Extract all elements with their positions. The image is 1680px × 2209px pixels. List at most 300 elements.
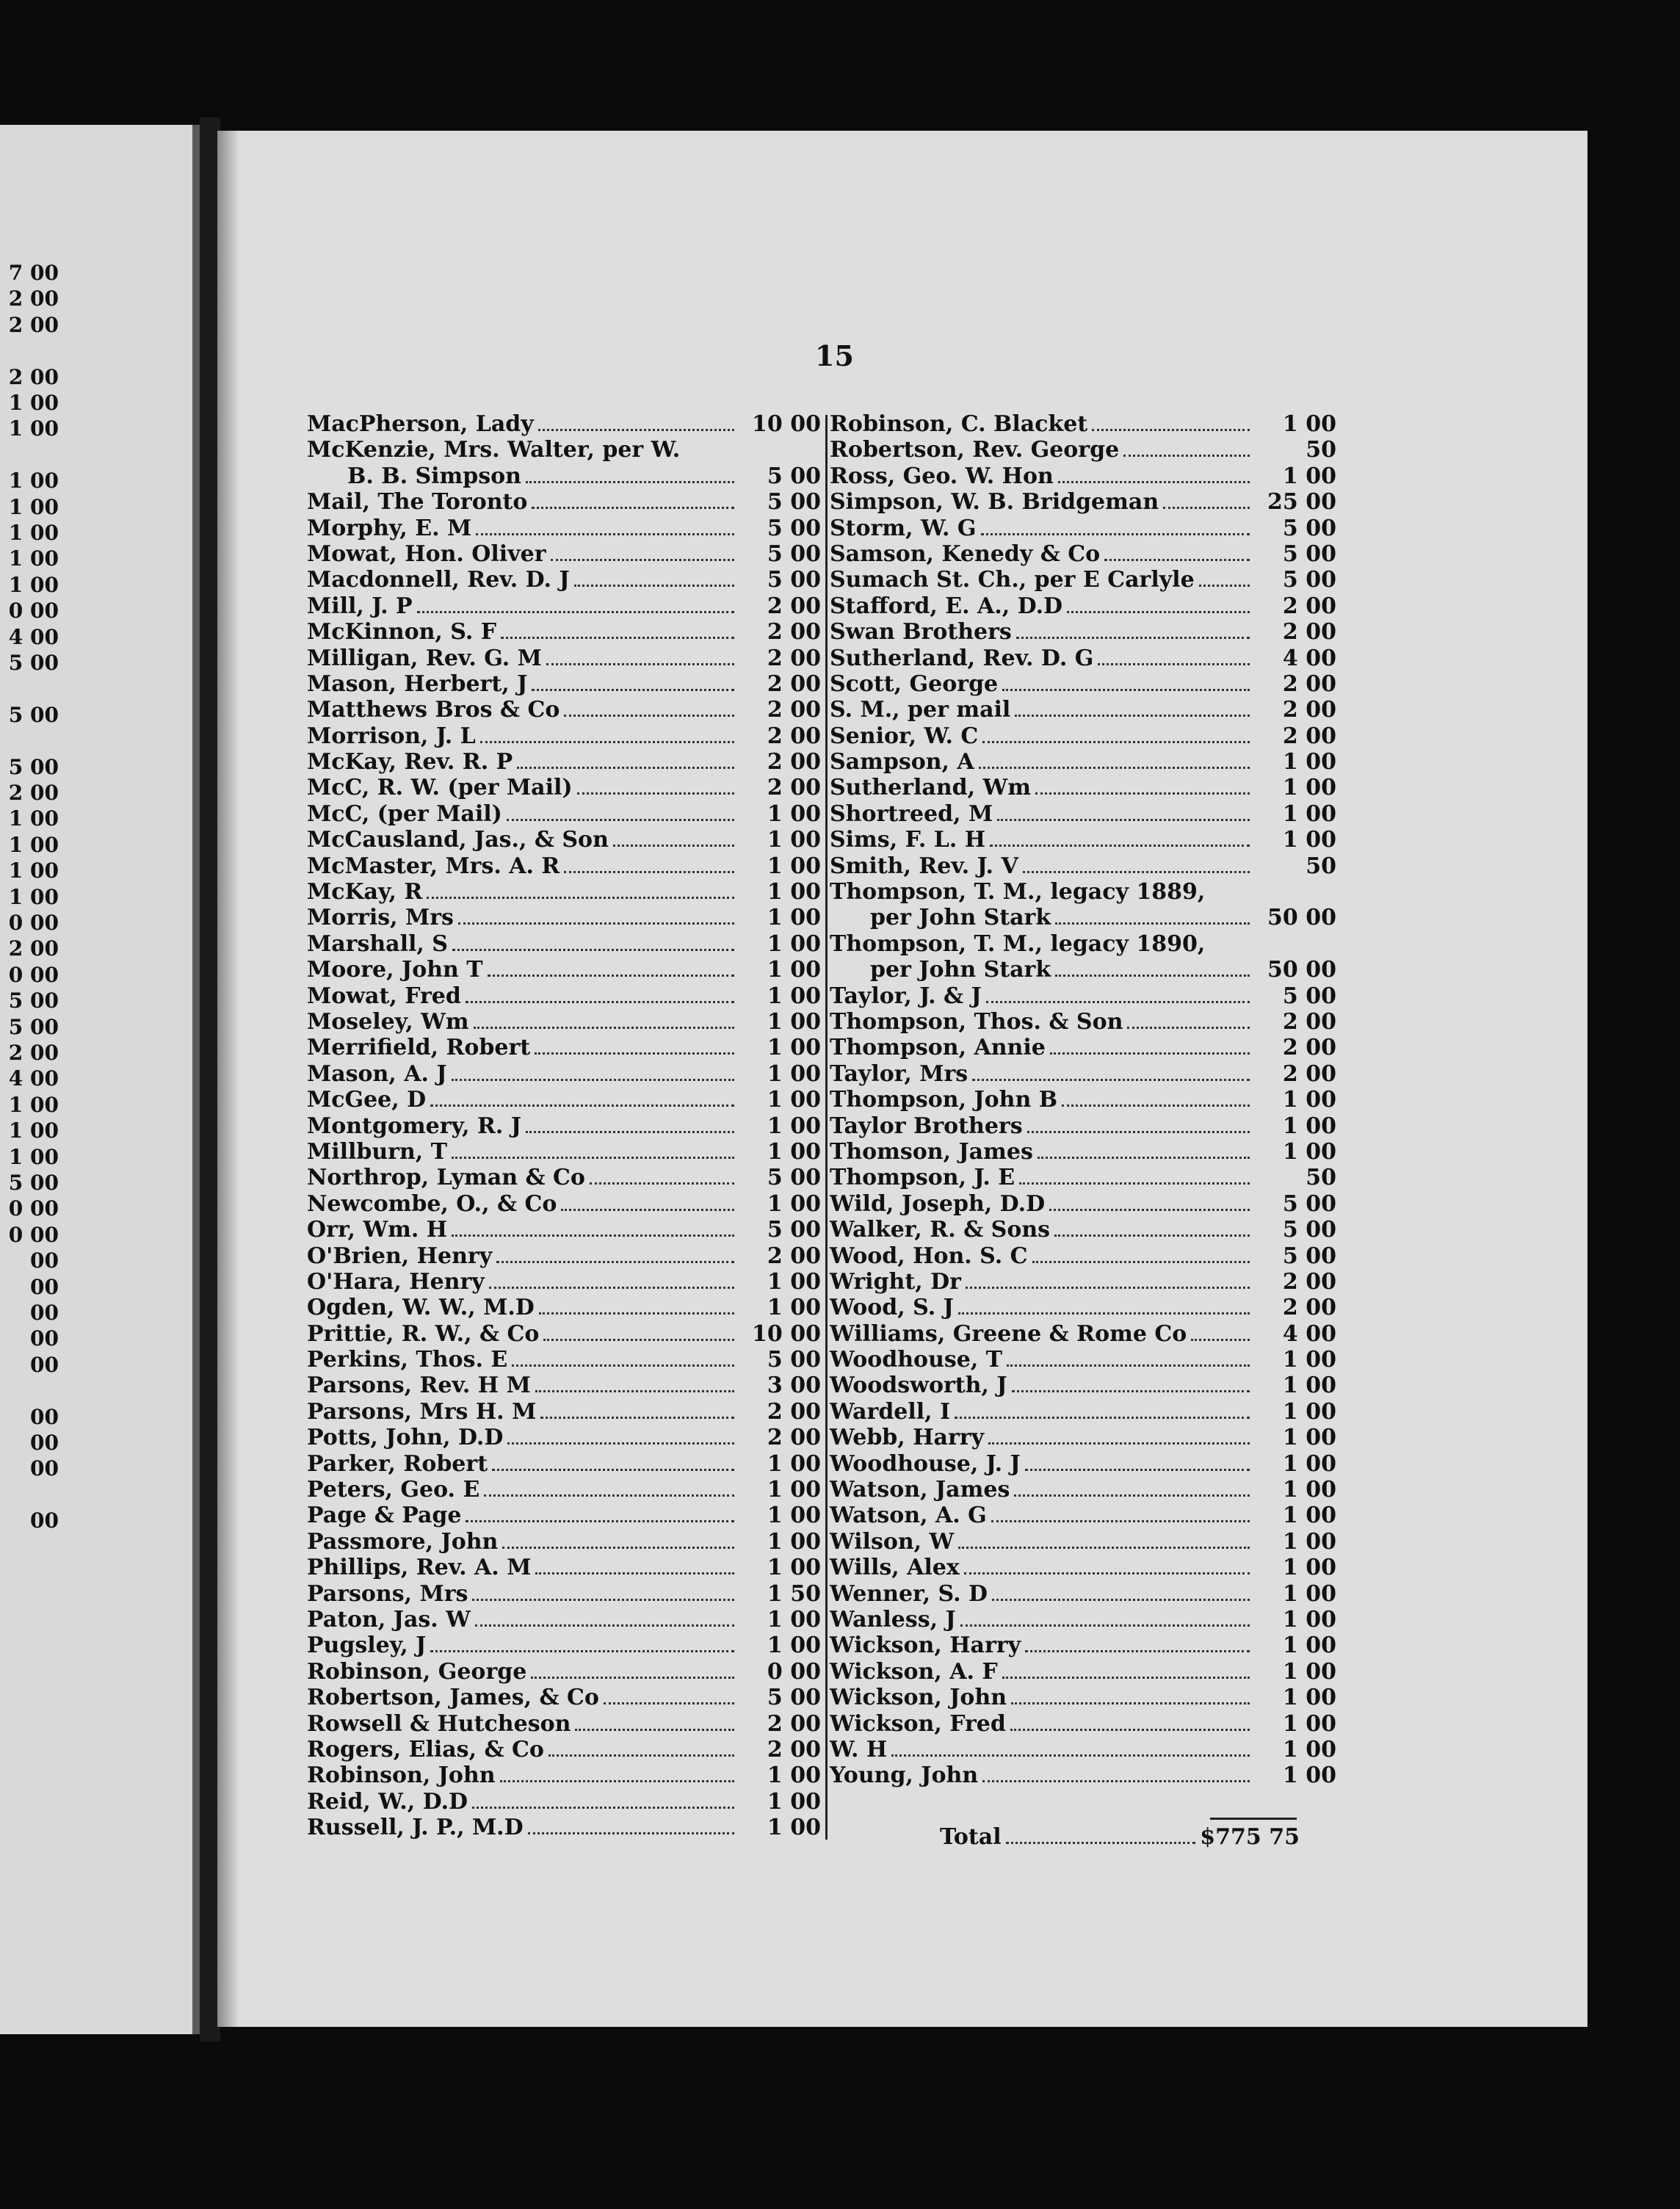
entry-amount: 5 00	[767, 567, 821, 593]
entry-name: Storm, W. G	[830, 515, 977, 541]
list-entry	[307, 1295, 821, 1320]
entry-name: Northrop, Lyman & Co	[307, 1165, 585, 1191]
leader-dots	[1002, 689, 1250, 691]
left-page-amount-fragment: 0 00	[8, 911, 59, 935]
entry-name: McKay, R	[307, 879, 423, 905]
entry-amount: 5 00	[1282, 1243, 1336, 1269]
entry-amount: 5 00	[1282, 983, 1336, 1009]
list-entry	[307, 1087, 821, 1113]
entry-amount: 2 00	[767, 619, 821, 646]
list-entry	[307, 1321, 821, 1347]
leader-dots	[1035, 792, 1250, 795]
entry-name: McGee, D	[307, 1087, 427, 1113]
entry-name: McMaster, Mrs. A. R	[307, 853, 560, 879]
entry-amount: 1 00	[1282, 1528, 1336, 1555]
leader-dots	[966, 1287, 1250, 1289]
entry-name: Robertson, Rev. George	[830, 437, 1120, 463]
entry-name: Parsons, Mrs	[307, 1580, 468, 1607]
leader-dots	[517, 767, 734, 769]
left-page-amount-fragment: 5 00	[8, 988, 59, 1013]
leader-dots	[997, 819, 1250, 821]
entry-name: Morphy, E. M	[307, 515, 472, 541]
leader-dots	[960, 1624, 1250, 1627]
list-entry	[307, 1555, 821, 1580]
leader-dots	[1038, 1157, 1250, 1159]
entry-name: McC, R. W. (per Mail)	[307, 775, 573, 801]
entry-amount: 5 00	[1282, 1190, 1336, 1217]
leader-dots	[1067, 611, 1250, 613]
entry-amount: 5 00	[767, 463, 821, 489]
list-entry	[307, 671, 821, 697]
list-entry	[307, 879, 821, 905]
entry-name: Thomson, James	[830, 1138, 1033, 1165]
entry-name: McKinnon, S. F	[307, 619, 497, 646]
left-page-amount-fragment: 00	[30, 1326, 59, 1351]
leader-dots	[430, 1650, 734, 1652]
list-entry	[307, 1113, 821, 1139]
entry-amount: 2 00	[767, 593, 821, 619]
left-page-amount-fragment: 1 00	[8, 1144, 59, 1169]
entry-amount: 1 00	[1282, 411, 1336, 437]
entry-amount: 2 00	[1282, 593, 1336, 619]
leader-dots	[561, 1209, 734, 1211]
list-entry	[830, 1217, 1336, 1243]
leader-dots	[507, 819, 734, 821]
entry-name: Mail, The Toronto	[307, 489, 528, 516]
list-entry	[307, 697, 821, 723]
left-page-amount-fragment: 1 00	[8, 1092, 59, 1117]
list-entry	[830, 957, 1336, 983]
total-line	[940, 1824, 1300, 1850]
left-page-amount-fragment: 5 00	[8, 1171, 59, 1195]
leader-dots	[492, 1469, 734, 1471]
leader-dots	[475, 1624, 734, 1627]
leader-dots	[458, 922, 734, 925]
entry-name: Mason, A. J	[307, 1060, 447, 1087]
leader-dots	[982, 1780, 1250, 1782]
entry-name: Sampson, A	[830, 749, 974, 776]
list-entry	[307, 1815, 821, 1840]
list-entry	[307, 1191, 821, 1217]
left-page-amount-fragment: 4 00	[8, 624, 59, 649]
entry-amount: 2 00	[1282, 1295, 1336, 1321]
entry-name: Robinson, C. Blacket	[830, 411, 1088, 437]
entry-name: B. B. Simpson	[347, 463, 521, 489]
list-entry	[307, 905, 821, 930]
entry-name: Walker, R. & Sons	[830, 1217, 1051, 1243]
list-entry	[830, 1529, 1336, 1555]
leader-dots	[1123, 455, 1250, 457]
list-entry	[307, 931, 821, 957]
entry-amount: 1 00	[1282, 1347, 1336, 1373]
entry-name: Webb, Harry	[830, 1425, 984, 1451]
entry-amount: 1 00	[767, 879, 821, 905]
leader-dots	[452, 949, 734, 951]
entry-amount: 2 00	[767, 1736, 821, 1762]
leader-dots	[891, 1754, 1250, 1757]
list-entry	[307, 1737, 821, 1762]
leader-dots	[991, 1520, 1250, 1522]
entry-name: Scott, George	[830, 670, 999, 697]
list-entry	[830, 1139, 1336, 1165]
list-entry	[307, 567, 821, 593]
entry-name: Newcombe, O., & Co	[307, 1190, 557, 1217]
entry-amount: 0 00	[767, 1658, 821, 1685]
entry-name: Robinson, John	[307, 1762, 496, 1789]
list-entry	[830, 516, 1336, 541]
page-shadow	[217, 131, 239, 2027]
list-entry	[830, 905, 1336, 930]
entry-amount: 2 00	[767, 670, 821, 697]
leader-dots	[564, 871, 734, 873]
column-divider	[825, 415, 828, 1840]
leader-dots	[489, 1287, 734, 1289]
list-entry	[830, 1087, 1336, 1113]
entry-amount: 1 00	[1282, 775, 1336, 801]
leader-dots	[535, 1390, 734, 1392]
list-entry	[307, 1789, 821, 1815]
entry-name: Taylor, Mrs	[830, 1060, 968, 1087]
list-entry	[830, 1711, 1336, 1737]
leader-dots	[539, 1312, 734, 1315]
left-page-amount-fragment: 5 00	[8, 754, 59, 779]
entry-amount: 5 00	[1282, 567, 1336, 593]
list-entry	[830, 1555, 1336, 1580]
total-rule	[1210, 1818, 1297, 1820]
leader-dots	[1098, 663, 1250, 665]
entry-amount: 1 00	[1282, 1580, 1336, 1607]
entry-amount: 1 00	[1282, 1477, 1336, 1503]
entry-name: Sumach St. Ch., per E Carlyle	[830, 567, 1195, 593]
left-page-amount-fragment: 5 00	[8, 1014, 59, 1039]
list-entry	[830, 879, 1336, 905]
entry-name: Rogers, Elias, & Co	[307, 1736, 544, 1762]
leader-dots	[551, 559, 734, 561]
list-entry	[307, 1659, 821, 1685]
entry-amount: 5 00	[767, 1165, 821, 1191]
left-page-amount-fragment: 1 00	[8, 469, 59, 494]
list-entry	[830, 1477, 1336, 1503]
entry-amount: 5 00	[767, 515, 821, 541]
left-page-amount-fragment: 00	[30, 1248, 59, 1273]
entry-name: Wickson, A. F	[830, 1658, 998, 1685]
entry-name: Parsons, Rev. H M	[307, 1373, 531, 1399]
entry-name: Moseley, Wm	[307, 1008, 469, 1035]
list-entry	[830, 983, 1336, 1009]
entry-name: Wanless, J	[830, 1606, 956, 1633]
list-entry	[830, 1243, 1336, 1269]
left-page-amount-fragment: 1 00	[8, 572, 59, 597]
entry-amount: 2 00	[767, 1710, 821, 1737]
list-entry	[307, 516, 821, 541]
entry-amount: 1 00	[1282, 1373, 1336, 1399]
leader-dots	[590, 1182, 734, 1185]
entry-name: McKenzie, Mrs. Walter, per W.	[307, 437, 681, 463]
leader-dots	[466, 1520, 734, 1522]
list-entry	[830, 541, 1336, 567]
entry-name: Potts, John, D.D	[307, 1425, 504, 1451]
entry-name: Watson, James	[830, 1477, 1010, 1503]
list-entry	[307, 1217, 821, 1243]
list-entry	[830, 1373, 1336, 1398]
total-label: Total	[940, 1824, 1002, 1850]
entry-amount: 1 00	[767, 1555, 821, 1581]
leader-dots	[1049, 1209, 1250, 1211]
leader-dots	[532, 689, 734, 691]
entry-amount: 1 00	[767, 1633, 821, 1659]
entry-name: Moore, John T	[307, 957, 483, 983]
entry-amount: 10 00	[752, 411, 821, 437]
entry-name: Page & Page	[307, 1503, 462, 1529]
leader-dots	[575, 1729, 734, 1731]
left-page-amount-fragment: 0 00	[8, 599, 59, 623]
leader-dots	[548, 1754, 734, 1757]
entry-name: Russell, J. P., M.D	[307, 1815, 524, 1841]
list-entry	[307, 1165, 821, 1190]
entry-name: Smith, Rev. J. V	[830, 853, 1018, 879]
list-entry	[830, 1737, 1336, 1762]
entry-amount: 1 00	[1282, 1450, 1336, 1477]
entry-amount: 50 00	[1267, 905, 1336, 931]
entry-amount: 5 00	[767, 1685, 821, 1711]
list-entry	[830, 1633, 1336, 1658]
left-page-amount-fragment: 0 00	[8, 1196, 59, 1221]
entry-name: S. M., per mail	[830, 697, 1011, 723]
entry-amount: 1 00	[1282, 1762, 1336, 1789]
entry-amount: 1 00	[767, 800, 821, 827]
entry-name: Macdonnell, Rev. D. J	[307, 567, 570, 593]
list-entry	[307, 1529, 821, 1555]
left-page-amount-fragment: 2 00	[8, 1041, 59, 1065]
entry-name: Millburn, T	[307, 1138, 448, 1165]
entry-amount: 2 00	[1282, 1060, 1336, 1087]
entry-name: Ogden, W. W., M.D	[307, 1295, 535, 1321]
entry-amount: 25 00	[1267, 489, 1336, 516]
entry-name: Thompson, Annie	[830, 1035, 1046, 1061]
leader-dots	[988, 1442, 1250, 1445]
entry-name: Pugsley, J	[307, 1633, 427, 1659]
list-entry	[307, 1425, 821, 1450]
entry-amount: 1 00	[1282, 1736, 1336, 1762]
entry-amount: 50	[1306, 437, 1336, 463]
entry-name: Morris, Mrs	[307, 905, 454, 931]
list-entry	[307, 957, 821, 983]
leader-dots	[484, 1494, 734, 1497]
leader-dots	[1058, 481, 1250, 483]
entry-amount: 1 00	[767, 1087, 821, 1113]
entry-name: Reid, W., D.D	[307, 1788, 468, 1815]
entry-amount: 1 00	[1282, 827, 1336, 853]
entry-name: O'Brien, Henry	[307, 1243, 493, 1269]
entry-amount: 5 00	[767, 540, 821, 567]
entry-name: Paton, Jas. W	[307, 1606, 471, 1633]
leader-dots	[564, 715, 734, 717]
entry-amount: 2 00	[767, 1425, 821, 1451]
entry-amount: 2 00	[767, 723, 821, 749]
list-entry	[307, 1685, 821, 1710]
entry-name: Thompson, John B	[830, 1087, 1058, 1113]
left-page-amount-fragment: 7 00	[8, 261, 59, 285]
leader-dots	[501, 637, 734, 639]
entry-amount: 5 00	[767, 489, 821, 516]
leader-dots	[1062, 1104, 1250, 1107]
list-entry	[830, 1451, 1336, 1477]
entry-name: Wickson, Fred	[830, 1710, 1006, 1737]
entry-name: Prittie, R. W., & Co	[307, 1320, 540, 1347]
entry-name: Wickson, John	[830, 1685, 1007, 1711]
entry-amount: 50	[1306, 1165, 1336, 1191]
leader-dots	[1199, 585, 1250, 587]
entry-name: MacPherson, Lady	[307, 411, 534, 437]
list-entry	[307, 827, 821, 853]
leader-dots	[543, 1339, 734, 1341]
left-page-amount-fragment: 00	[30, 1431, 59, 1455]
left-page-amount-fragment: 00	[30, 1456, 59, 1481]
left-page-amount-fragment: 1 00	[8, 1118, 59, 1143]
left-page-amount-fragment: 5 00	[8, 651, 59, 675]
entry-amount: 5 00	[767, 1217, 821, 1243]
leader-dots	[992, 1599, 1250, 1601]
entry-amount: 1 50	[767, 1580, 821, 1607]
entry-name: Williams, Greene & Rome Co	[830, 1320, 1187, 1347]
left-page-amount-fragment: 1 00	[8, 884, 59, 909]
list-entry	[830, 411, 1336, 437]
leader-dots	[1050, 1052, 1250, 1055]
leader-dots	[979, 767, 1250, 769]
list-entry	[307, 646, 821, 671]
list-entry	[830, 1685, 1336, 1710]
entry-name: Sutherland, Rev. D. G	[830, 645, 1094, 671]
left-page-amount-fragment: 1 00	[8, 806, 59, 831]
list-entry	[830, 1762, 1336, 1788]
entry-name: Woodhouse, J. J	[830, 1450, 1021, 1477]
list-entry	[830, 931, 1336, 957]
entry-amount: 3 00	[767, 1373, 821, 1399]
entry-amount: 1 00	[1282, 1087, 1336, 1113]
entry-name: Matthews Bros & Co	[307, 697, 560, 723]
entry-name: Milligan, Rev. G. M	[307, 645, 542, 671]
leader-dots	[1007, 1364, 1250, 1367]
list-entry	[830, 697, 1336, 723]
entry-name: Montgomery, R. J	[307, 1113, 521, 1139]
entry-name: Wild, Joseph, D.D	[830, 1190, 1046, 1217]
list-entry	[830, 775, 1336, 800]
entry-amount: 1 00	[1282, 1658, 1336, 1685]
leader-dots	[528, 1832, 734, 1834]
leader-dots	[604, 1702, 734, 1704]
entry-name: Marshall, S	[307, 930, 448, 957]
leader-dots	[538, 429, 734, 431]
subscriber-list-right	[830, 411, 1336, 1789]
entry-name: Wardell, I	[830, 1398, 951, 1425]
leader-dots	[574, 585, 734, 587]
leader-dots	[955, 1417, 1250, 1419]
left-page-amount-fragment: 5 00	[8, 702, 59, 727]
leader-dots	[1010, 1729, 1250, 1731]
leader-dots	[526, 1131, 734, 1133]
list-entry	[307, 1711, 821, 1737]
entry-amount: 1 00	[767, 983, 821, 1009]
leader-dots	[502, 1547, 734, 1549]
entry-name: Mill, J. P	[307, 593, 413, 619]
entry-amount: 1 00	[767, 1190, 821, 1217]
entry-name: Rowsell & Hutcheson	[307, 1710, 571, 1737]
leader-dots	[466, 1001, 734, 1003]
entry-amount: 4 00	[1282, 1320, 1336, 1347]
entry-name: Mason, Herbert, J	[307, 670, 528, 697]
leader-dots	[958, 1547, 1250, 1549]
leader-dots	[526, 481, 734, 483]
leader-dots	[512, 1364, 734, 1367]
entry-amount: 2 00	[767, 775, 821, 801]
leader-dots	[472, 1807, 734, 1809]
leader-dots	[1006, 1842, 1196, 1844]
entry-amount: 1 00	[1282, 1398, 1336, 1425]
entry-amount: 1 00	[1282, 1425, 1336, 1451]
leader-dots	[982, 741, 1250, 743]
entry-amount: 5 00	[1282, 515, 1336, 541]
leader-dots	[1032, 1261, 1250, 1263]
entry-amount: 1 00	[767, 930, 821, 957]
entry-name: Ross, Geo. W. Hon	[830, 463, 1054, 489]
entry-name: Sutherland, Wm	[830, 775, 1031, 801]
leader-dots	[546, 663, 734, 665]
entry-amount: 1 00	[767, 853, 821, 879]
entry-amount: 5 00	[1282, 1217, 1336, 1243]
entry-name: Young, John	[830, 1762, 979, 1789]
leader-dots	[1191, 1339, 1250, 1341]
list-entry	[307, 1061, 821, 1087]
left-page-amount-fragment: 2 00	[8, 286, 59, 311]
list-entry	[830, 1659, 1336, 1685]
entry-name: Parker, Robert	[307, 1450, 488, 1477]
leader-dots	[1027, 1131, 1250, 1133]
entry-amount: 1 00	[767, 957, 821, 983]
entry-amount: 5 00	[767, 1347, 821, 1373]
page-number: 15	[815, 339, 854, 372]
left-page-amount-fragment: 1 00	[8, 521, 59, 545]
leader-dots	[531, 1677, 734, 1679]
leader-dots	[1012, 1390, 1250, 1392]
entry-amount: 1 00	[767, 1138, 821, 1165]
left-page-amount-fragment: 2 00	[8, 312, 59, 337]
list-entry	[830, 671, 1336, 697]
entry-amount: 2 00	[1282, 723, 1336, 749]
entry-amount: 1 00	[1282, 463, 1336, 489]
entry-amount: 1 00	[767, 1295, 821, 1321]
list-entry	[307, 489, 821, 515]
entry-name: Sims, F. L. H	[830, 827, 986, 853]
list-entry	[830, 567, 1336, 593]
entry-name: Watson, A. G	[830, 1503, 987, 1529]
list-entry	[307, 1009, 821, 1035]
list-entry	[830, 1113, 1336, 1139]
list-entry	[830, 1035, 1336, 1060]
entry-name: Mowat, Fred	[307, 983, 461, 1009]
list-entry	[830, 1321, 1336, 1347]
entry-amount: 2 00	[767, 1243, 821, 1269]
entry-amount: 50	[1306, 853, 1336, 879]
leader-dots	[535, 1052, 734, 1055]
list-entry	[307, 1373, 821, 1398]
left-page-amount-fragment: 2 00	[8, 364, 59, 389]
leader-dots	[1015, 715, 1250, 717]
left-page	[0, 125, 200, 2034]
leader-dots	[507, 1442, 734, 1445]
leader-dots	[1163, 507, 1250, 509]
entry-amount: 2 00	[767, 645, 821, 671]
list-entry	[307, 1451, 821, 1477]
